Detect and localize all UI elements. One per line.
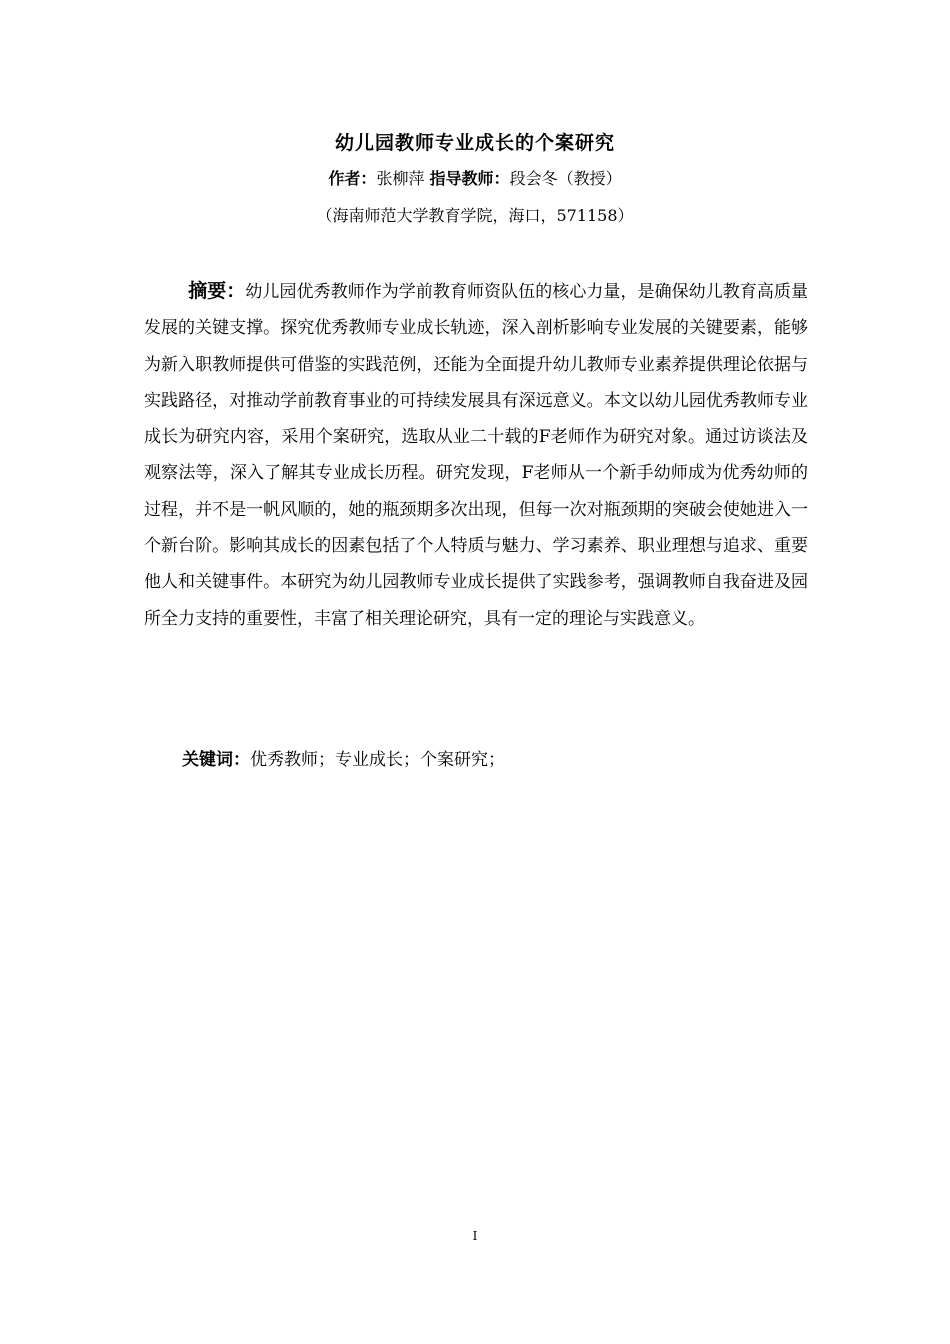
page-number: I xyxy=(472,1229,478,1243)
abstract-label: 摘要： xyxy=(188,280,246,302)
paper-title: 幼儿园教师专业成长的个案研究 xyxy=(334,132,615,154)
author-name: 张柳萍 xyxy=(376,169,425,188)
abstract-paragraph xyxy=(144,273,808,637)
abstract-text: 幼儿园优秀教师作为学前教育师资队伍的核心力量，是确保幼儿教育高质量发展的关键支撑。探究优秀教师专业成长轨迹，深入剖析影响专业发展的关键要素，能够为新入职教师提供可借鉴的实践范例，还能为全面提升幼儿教师专业素养提供理论依据与实践路径，对推动学前教育事业的可持续发展具有深远意义。本文以幼儿园优秀教师专业成长为研究内容，采用个案研究，选取从业二十载的F老师作为研究对象。通过访谈法及观察法等，深入了解其专业成长历程。研究发现，F老师从一个新手幼师成为优秀幼师的过程，并不是一帆风顺的，她的瓶颈期多次出现，但每一次对瓶颈期的突破会使她进入一个新台阶。影响其成长的因素包括了个人特质与魅力、学习素养、职业理想与追求、重要他人和关键事件。本研究为幼儿园教师专业成长提供了实践参考，强调教师自我奋进及园所全力支持的重要性，丰富了相关理论研究，具有一定的理论与实践意义。 xyxy=(144,282,808,629)
byline xyxy=(0,166,950,189)
keywords-text: 优秀教师；专业成长；个案研究； xyxy=(250,750,505,770)
keywords xyxy=(182,745,808,770)
advisor-label: 指导教师： xyxy=(429,169,510,188)
advisor-name: 段会冬（教授） xyxy=(509,169,622,188)
affiliation: （海南师范大学教育学院，海口，571158） xyxy=(316,206,634,225)
keywords-label: 关键词： xyxy=(182,750,250,770)
author-label: 作者： xyxy=(328,169,377,188)
